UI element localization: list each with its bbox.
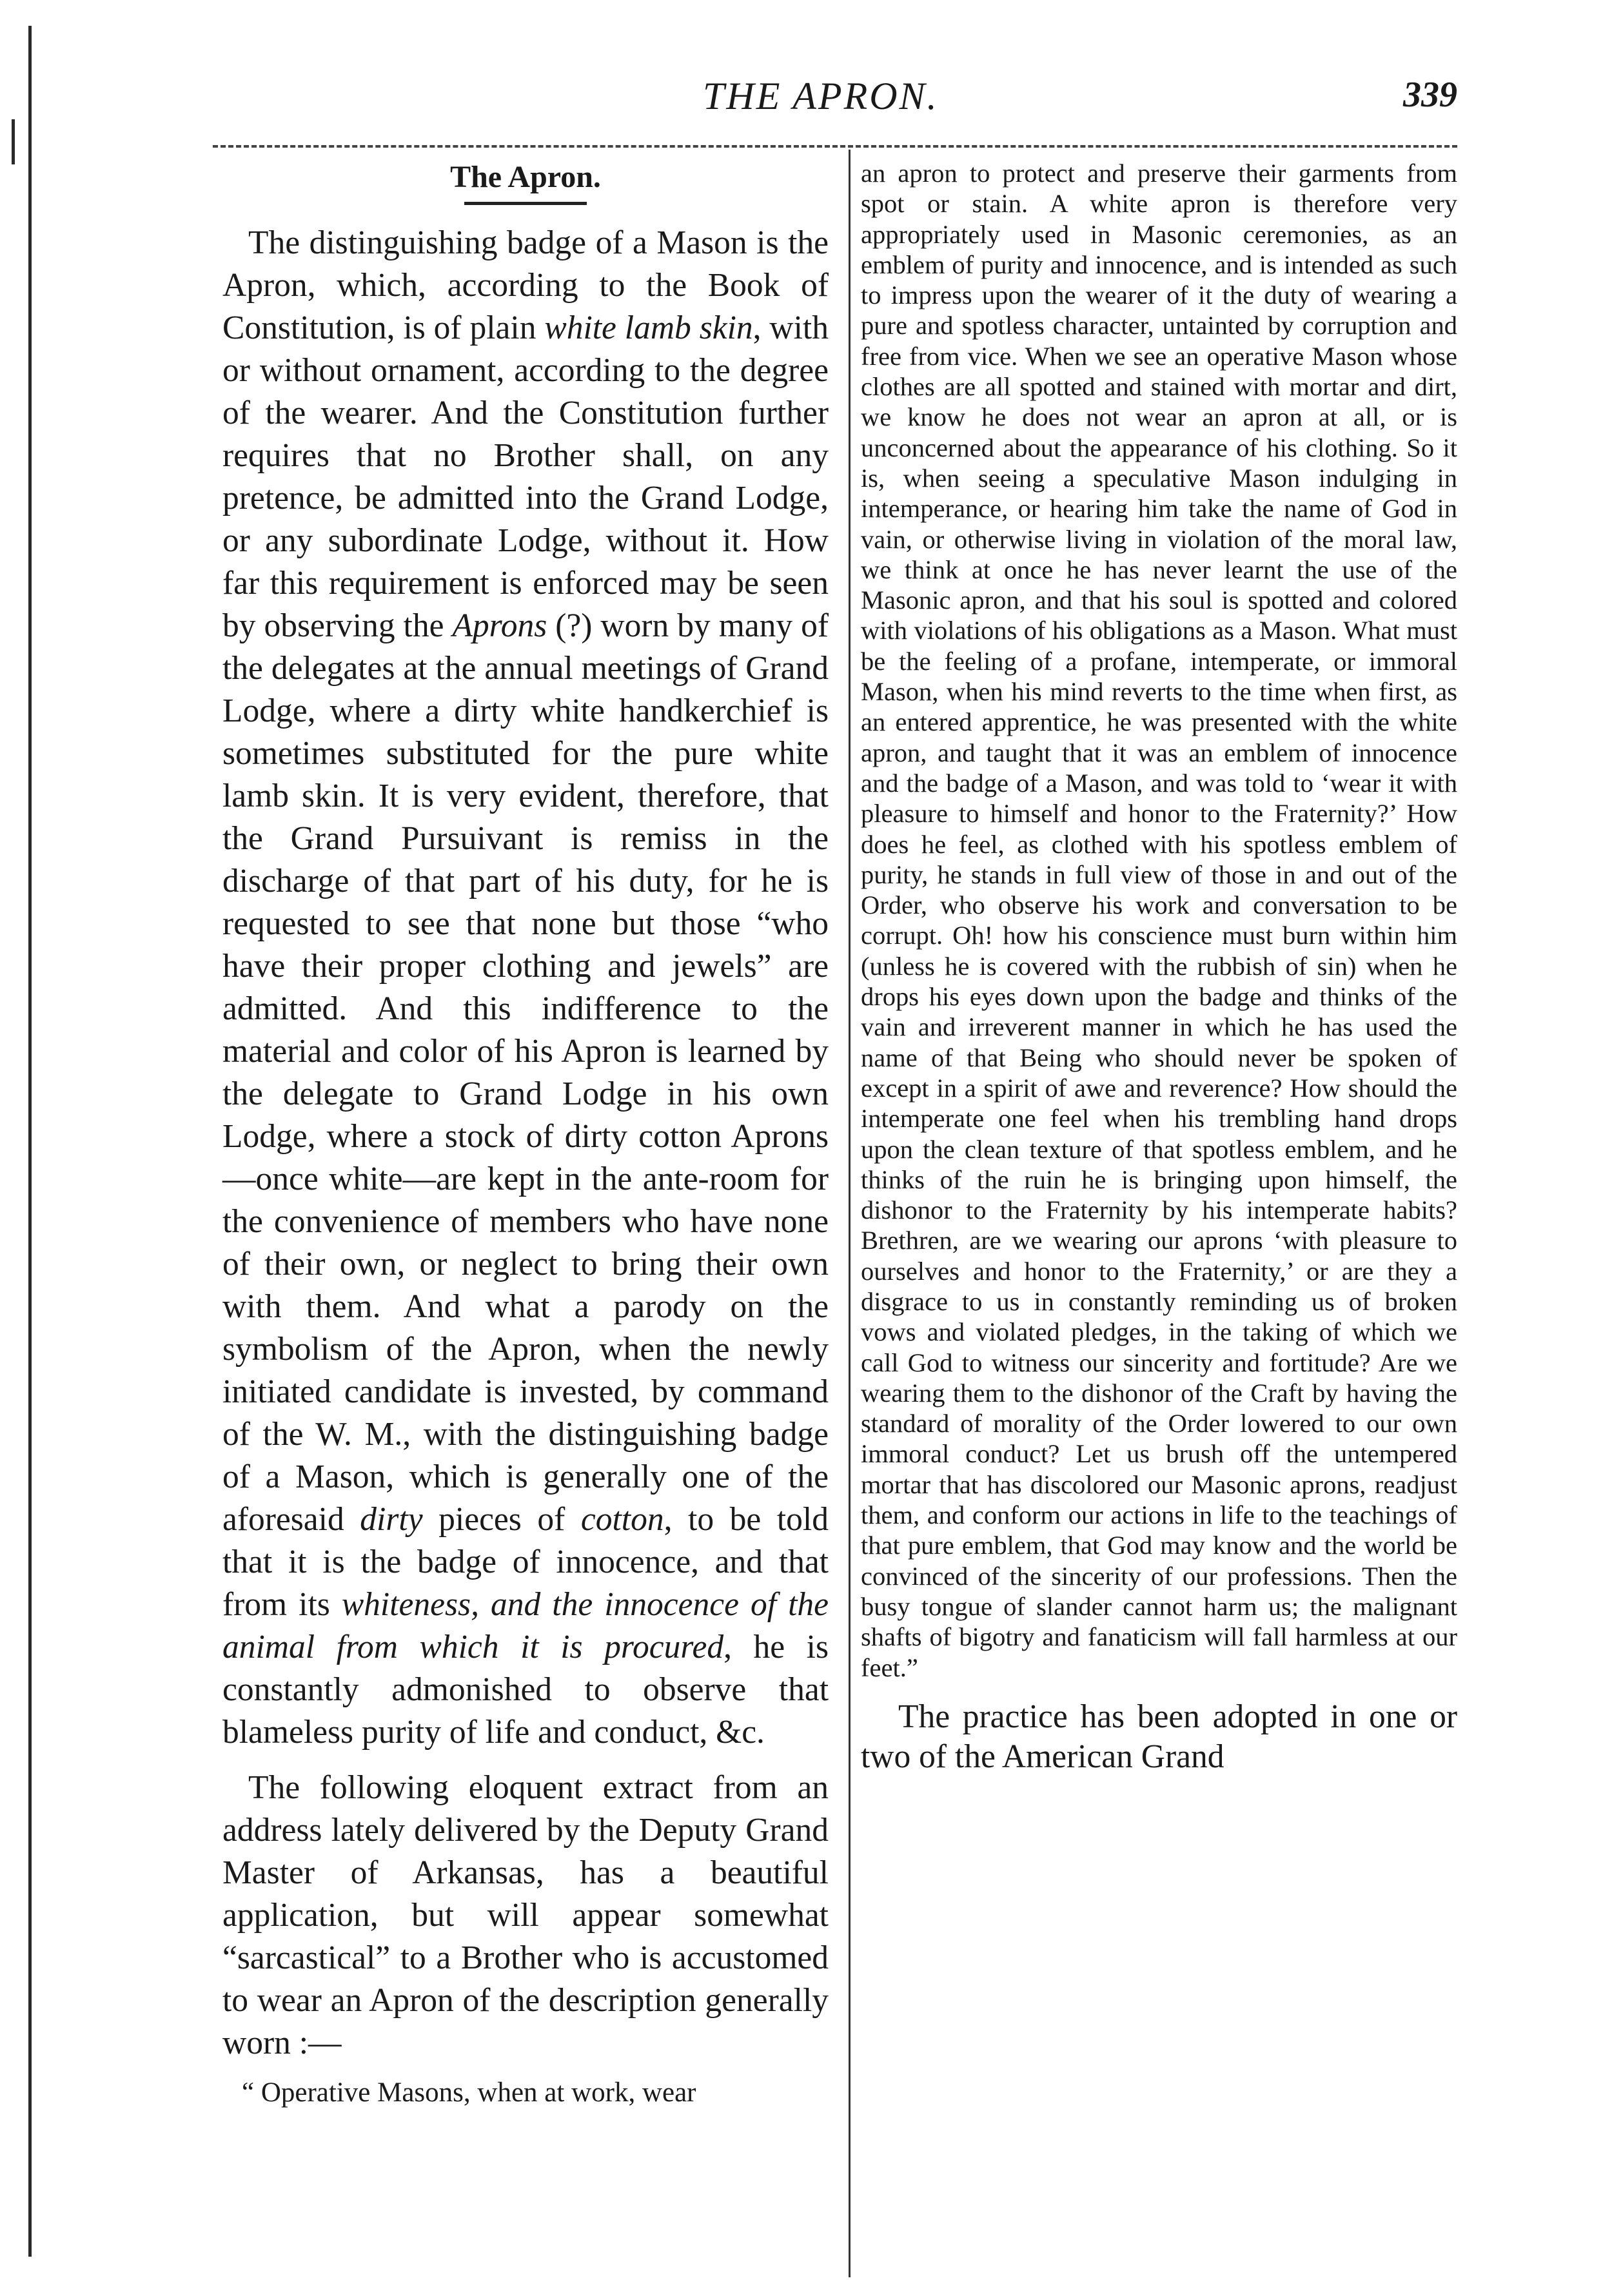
article-title: The Apron.	[450, 160, 601, 194]
text-run: , he is constantly admonished to observe that blameless purity of life and conduct, &c.	[222, 1629, 829, 1751]
italic-run: white lamb skin	[544, 309, 753, 346]
left-column	[222, 158, 829, 2112]
text-run: The distinguishing badge of a Mason is the Apron, which, according to the Book of Constitution, is of plain	[222, 224, 829, 346]
right-column	[861, 158, 1457, 1777]
quote-start: “ Operative Masons, when at work, wear	[242, 2077, 696, 2108]
text-run: , to be told that it is the badge of innocence, and that from its	[222, 1501, 829, 1623]
page-number: 339	[1403, 75, 1457, 115]
text-run: (?) worn by many of the delegates at the annual meetings of Grand Lodge, where a dirty white handkerchief is sometimes substituted for the pure white lamb skin. It is very evident, therefore, that the Grand Pursuivant is remiss in the discharge of that part of his duty, for he is requested to see that none but those “who have their proper clothing and jewels” are admitted. And this indifference to the material and color of his Apron is learned by the delegate to Grand Lodge in his own Lodge, where a stock of dirty cotton Aprons—once white—are kept in the ante-room for the convenience of members who have none of their own, or neglect to bring their own with them. And what a parody on the symbolism of the Apron, when the newly initiated candidate is invested, by command of the W. M., with the distinguishing badge of a Mason, which is generally one of the aforesaid	[222, 607, 829, 1538]
italic-run: cotton	[580, 1501, 664, 1538]
page-header	[213, 61, 1457, 126]
quote-continued: an apron to protect and preserve their garments from spot or stain. A white apron is therefore very appropriately used in Masonic ceremonies, as an emblem of purity and innocence, and is intended as such to impress upon the wearer of it the duty of wearing a pure and spotless character, untainted by corruption and free from vice. When we see an operative Mason whose clothes are all spotted and stained with mortar and dirt, we know he does not wear an apron at all, or is unconcerned about the appearance of his clothing. So it is, when seeing a speculative Mason indulging in intemperance, or hearing him take the name of God in vain, or otherwise living in violation of the moral law, we think at once he has never learnt the use of the Masonic apron, and that his soul is spotted and colored with violations of his obligations as a Mason. What must be the feeling of a profane, intemperate, or immoral Mason, when his mind reverts to the time when first, as an entered apprentice, he was presented with the white apron, and taught that it was an emblem of innocence and the badge of a Mason, and was told to ‘wear it with pleasure to himself and honor to the Fraternity?’ How does he feel, as clothed with his spotless emblem of purity, he stands in full view of those in and out of the Order, who observe his work and conversation to be corrupt. Oh! how his conscience must burn within him (unless he is covered with the rubbish of sin) when he drops his eyes down upon the badge and thinks of the vain and irreverent manner in which he has used the name of that Being who should never be spoken of except in a spirit of awe and reverence? How should the intemperate one feel when his trembling hand drops upon the clean texture of that spotless emblem, and he thinks of the ruin he is bringing upon himself, the dishonor to the Fraternity by his intemperate habits? Brethren, are we wearing our aprons ‘with pleasure to ourselves and honor to the Fraternity,’ or are they a disgrace to us in constantly reminding us of broken vows and violated pledges, in the taking of which we call God to witness our sincerity and fortitude? Are we wearing them to the dishonor of the Craft by having the standard of morality of the Order lowered to our own immoral conduct? Let us brush off the untempered mortar that has discolored our Masonic aprons, readjust them, and conform our actions in life to the teachings of that pure emblem, that God may know and the world be convinced of the sincerity of our professions. Then the busy tongue of slander cannot harm us; the malignant shafts of bigotry and fanaticism will fall harmless at our feet.”	[861, 159, 1457, 1682]
column-divider	[849, 150, 851, 2277]
header-rule	[213, 145, 1457, 148]
extract-intro-paragraph: The following eloquent extract from an address lately delivered by the Deputy Grand Master of Arkansas, has a beautiful application, but will appear somewhat “sarcastical” to a Brother who is accustomed to wear an Apron of the description generally worn :—	[222, 1769, 829, 2061]
italic-run: Aprons	[452, 607, 547, 644]
title-rule	[464, 202, 587, 205]
intro-paragraph	[222, 222, 829, 1754]
text-run: pieces of	[422, 1501, 581, 1538]
binding-edge	[28, 26, 32, 2257]
binding-mark	[12, 119, 15, 164]
text-run: , with or without ornament, according to the degree of the wearer. And the Constitution further requires that no Brother shall, on any pretence, be admitted into the Grand Lodge, or any subordinate Lodge, without it. How far this requirement is enforced may be seen by observing the	[222, 309, 829, 644]
running-title: THE APRON.	[703, 75, 939, 117]
italic-run: whiteness, and the innocence of the animal from which it is procured	[222, 1586, 829, 1665]
closing-paragraph: The practice has been adopted in one or two of the American Grand	[861, 1698, 1457, 1775]
italic-run: dirty	[360, 1501, 423, 1538]
